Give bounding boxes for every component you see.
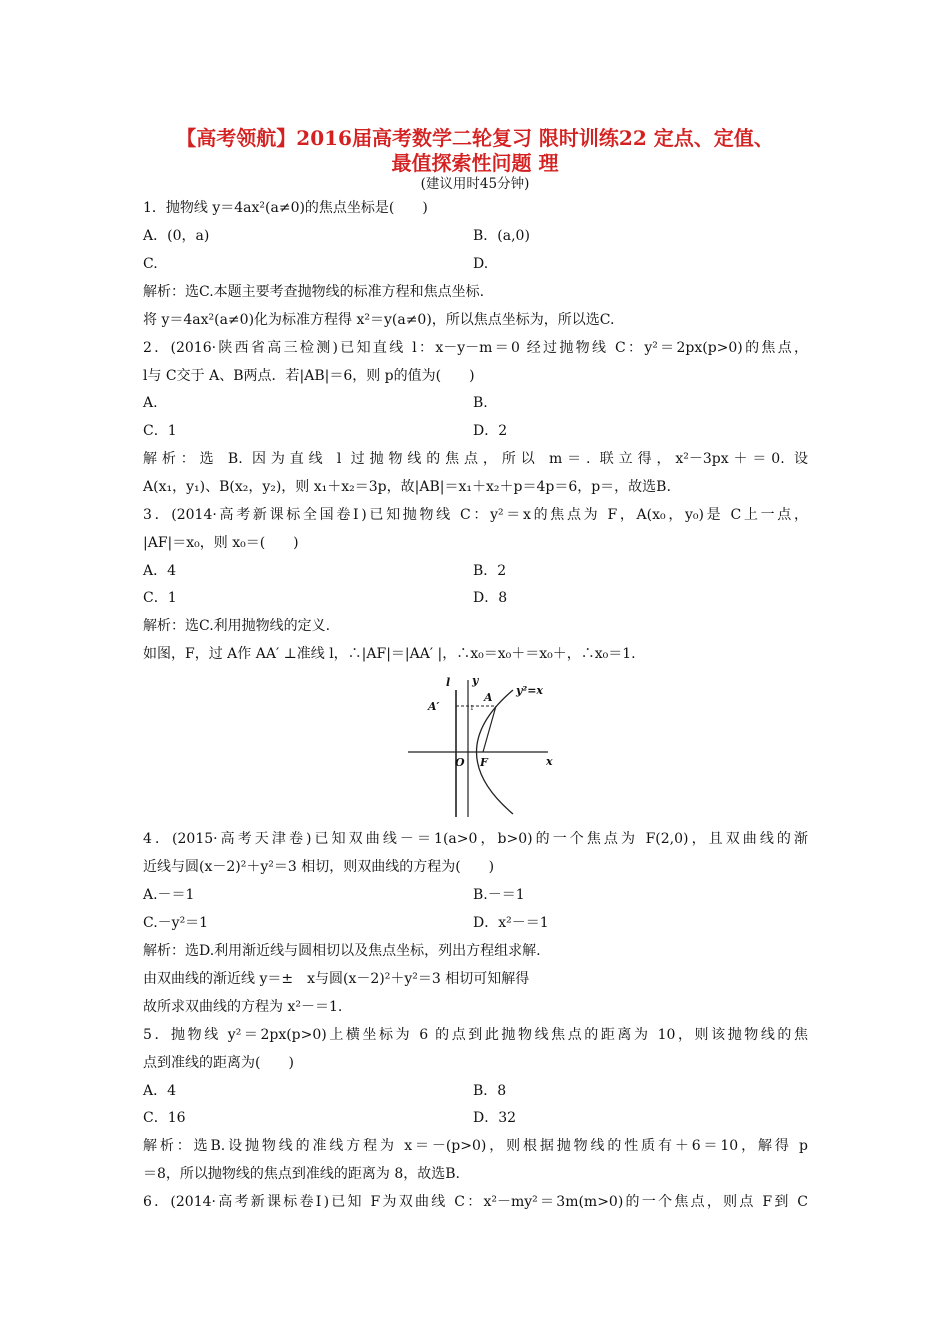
- q2-option-b: B.: [473, 395, 488, 411]
- q2-option-c: C．1: [143, 423, 177, 439]
- q2-option-a: A.: [143, 395, 158, 411]
- q3-option-a: A．4: [143, 563, 177, 579]
- document-title-line2: 最值探索性问题 理: [391, 151, 559, 175]
- label-curve: y²=x: [516, 684, 543, 697]
- q2-option-d: D．2: [473, 423, 508, 439]
- q4-stem-line1: 4．(2015·高考天津卷)已知双曲线－＝1(a>0，b>0)的一个焦点为 F(2,0)，且双曲线的渐: [143, 831, 808, 847]
- q4-solution-line2: 由双曲线的渐近线 y＝± x与圆(x－2)²＋y²＝3 相切可知解得: [143, 971, 530, 987]
- q3-stem-line1: 3．(2014·高考新课标全国卷Ⅰ)已知抛物线 C：y²＝x的焦点为 F，A(x₀，y₀)是 C上一点，: [143, 507, 808, 523]
- q3-option-d: D．8: [473, 590, 508, 606]
- q1-option-b: B．(a,0): [473, 228, 530, 244]
- label-y: y: [472, 674, 479, 687]
- q1-option-a: A．(0，a): [143, 228, 210, 244]
- q1-solution-line2: 将 y＝4ax²(a≠0)化为标准方程得 x²＝y(a≠0)，所以焦点坐标为，所以选C.: [143, 312, 615, 328]
- q4-option-d: D．x²－＝1: [473, 915, 549, 931]
- q4-solution-line1: 解析：选D.利用渐近线与圆相切以及焦点坐标，列出方程组求解.: [143, 943, 541, 959]
- q5-option-b: B．8: [473, 1083, 507, 1099]
- q2-stem-line1: 2．(2016·陕西省高三检测)已知直线 l：x－y－m＝0 经过抛物线 C：y²＝2px(p>0)的焦点，: [143, 340, 808, 356]
- q2-stem-line2: l与 C交于 A、B两点．若|AB|＝6，则 p的值为( ): [143, 368, 475, 384]
- label-a: A: [484, 691, 493, 704]
- q1-solution-line1: 解析：选C.本题主要考查抛物线的标准方程和焦点坐标.: [143, 284, 485, 300]
- q1-stem: 1．抛物线 y＝4ax²(a≠0)的焦点坐标是( ): [143, 200, 428, 216]
- label-x: x: [546, 755, 553, 768]
- label-a-prime: A′: [428, 700, 440, 713]
- q4-option-a: A.－＝1: [143, 887, 195, 903]
- q5-solution-line2: ＝8，所以抛物线的焦点到准线的距离为 8，故选B.: [143, 1166, 461, 1182]
- q6-stem-line1: 6．(2014·高考新课标卷Ⅰ)已知 F为双曲线 C：x²－my²＝3m(m>0)的一个焦点，则点 F到 C: [143, 1194, 808, 1210]
- q3-solution-line2: 如图，F，过 A作 AA′ ⊥准线 l，∴|AF|＝|AA′ |，∴x₀＝x₀＋＝x₀＋，∴x₀＝1.: [143, 646, 636, 662]
- q5-option-c: C．16: [143, 1110, 186, 1126]
- q5-option-a: A．4: [143, 1083, 177, 1099]
- q3-stem-line2: |AF|＝x₀，则 x₀＝( ): [143, 535, 299, 551]
- q4-option-b: B.－＝1: [473, 887, 525, 903]
- q2-solution-line1: 解析：选 B. 因为直线 l 过抛物线的焦点，所以 m＝. 联立得，x²－3px＋＝0. 设: [143, 451, 808, 467]
- document-title-line1: 【高考领航】2016届高考数学二轮复习 限时训练22 定点、定值、: [176, 126, 774, 150]
- q4-solution-line3: 故所求双曲线的方程为 x²－＝1.: [143, 999, 343, 1015]
- suggested-time: (建议用时45分钟): [420, 176, 530, 192]
- q2-solution-line2: A(x₁，y₁)、B(x₂，y₂)，则 x₁＋x₂＝3p，故|AB|＝x₁＋x₂＋p＝4p＝6，p＝，故选B.: [143, 479, 671, 495]
- parabola-figure: [398, 672, 558, 822]
- label-l: l: [446, 676, 451, 689]
- svg-text:1: 1: [470, 705, 474, 712]
- q5-solution-line1: 解析：选B.设抛物线的准线方程为 x＝－(p>0)，则根据抛物线的性质有＋6＝10，解得 p: [143, 1138, 808, 1154]
- label-o: O: [455, 756, 465, 769]
- q5-option-d: D．32: [473, 1110, 517, 1126]
- q4-option-c: C.－y²＝1: [143, 915, 209, 931]
- segment-af: [483, 706, 496, 752]
- label-f: F: [480, 756, 488, 769]
- q3-option-c: C．1: [143, 590, 177, 606]
- q3-option-b: B．2: [473, 563, 507, 579]
- q4-stem-line2: 近线与圆(x－2)²＋y²＝3 相切，则双曲线的方程为( ): [143, 859, 495, 875]
- q1-option-d: D.: [473, 256, 489, 272]
- q1-option-c: C.: [143, 256, 158, 272]
- q3-solution-line1: 解析：选C.利用抛物线的定义.: [143, 618, 331, 634]
- q5-stem-line1: 5．抛物线 y²＝2px(p>0)上横坐标为 6 的点到此抛物线焦点的距离为 10，则该抛物线的焦: [143, 1027, 808, 1043]
- q5-stem-line2: 点到准线的距离为( ): [143, 1055, 294, 1071]
